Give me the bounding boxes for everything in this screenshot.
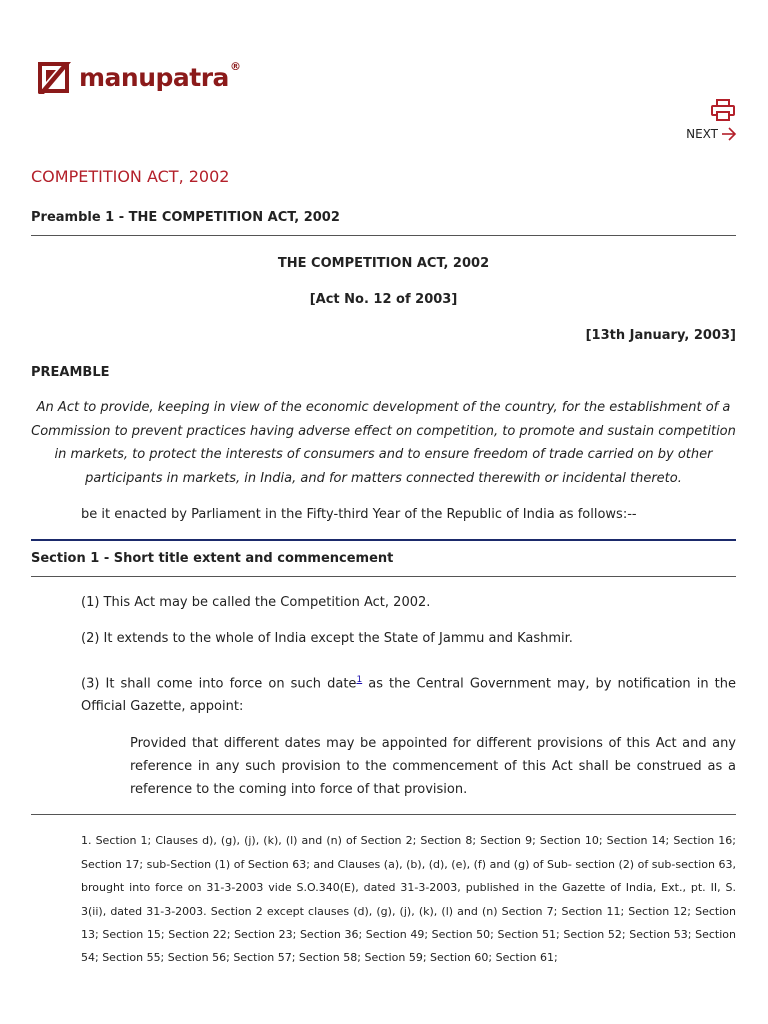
act-number: [Act No. 12 of 2003] (309, 292, 458, 307)
clause-1: (1) This Act may be called the Competition Act, 2002. (81, 595, 431, 610)
preamble-heading: Preamble 1 - THE COMPETITION ACT, 2002 (31, 210, 340, 225)
footnote-1: 1. Section 1; Clauses d), (g), (j), (k), (l) and (n) of Section 2; Section 8; Section 9; Section 10; Section 14; Section 16; Section 17; sub-Section (1) of Section 63; and Clauses (a), (b), (d), (e), (f) and (g) of Sub- section (2) of sub-section 63, brought into force on 31-3-2003 vide S.O.340(E), dated 31-3-2003, published in the Gazette of India, Ext., pt. II, S. 3(ii), dated 31-3-2003. Section 2 except clauses (d), (g), (j), (k), (l) and (n) Section 7; Section 11; Section 12; Section 13; Section 15; Section 22; Section 23; Section 36; Section 49; Section 50; Section 51; Section 52; Section 53; Section 54; Section 55; Section 56; Section 57; Section 58; Section 59; Section 60; Section 61; (81, 834, 736, 965)
divider (31, 576, 736, 577)
enactment-text: be it enacted by Parliament in the Fifty-third Year of the Republic of India as follows:-- (81, 507, 637, 522)
proviso: Provided that different dates may be appointed for different provisions of this Act and any reference in any such provision to the commencement of this Act shall be construed as a reference to the coming into force of that provision. (130, 736, 736, 798)
preamble-text: An Act to provide, keeping in view of the economic development of the country, for the establishment of a Commission to prevent practices having adverse effect on competition, to promote and sustain competition in markets, to protect the interests of consumers and to ensure freedom of trade carried on by other participants in markets, in India, and for matters connected therewith or incidental thereto. (31, 400, 736, 486)
document-body (31, 206, 736, 970)
arrow-right-icon (721, 127, 737, 141)
logo-wordmark: manupatra® (79, 59, 241, 92)
registered-mark: ® (229, 59, 241, 73)
document-title: COMPETITION ACT, 2002 (31, 167, 230, 186)
divider (31, 235, 736, 236)
clause-3: (3) It shall come into force on such date$^1$ as the Central Government may, by notification in the Official Gazette, appoint: (81, 675, 736, 715)
preamble-label: PREAMBLE (31, 365, 110, 380)
brand-logo[interactable] (38, 60, 240, 94)
footnote-ref-link[interactable]: 1 (356, 675, 363, 685)
act-name: THE COMPETITION ACT, 2002 (277, 256, 490, 271)
footnote-divider (31, 814, 736, 815)
act-date: [13th January, 2003] (585, 328, 736, 343)
section1-heading: Section 1 - Short title extent and commencement (31, 551, 394, 566)
printer-icon[interactable] (710, 98, 736, 122)
next-link[interactable] (686, 127, 737, 141)
section-divider (31, 539, 736, 541)
next-label: NEXT (686, 127, 718, 141)
manupatra-logo-icon (38, 60, 72, 94)
clause-2: (2) It extends to the whole of India except the State of Jammu and Kashmir. (81, 631, 573, 646)
